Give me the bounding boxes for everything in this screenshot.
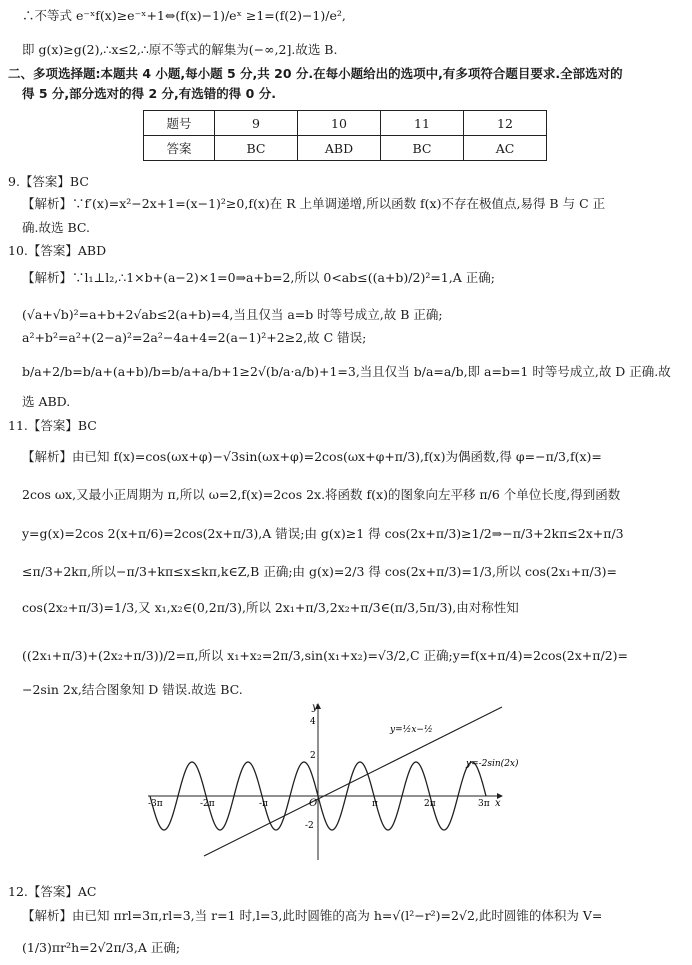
x-tick-label: -3π — [148, 799, 163, 809]
text-line: ≤π/3+2kπ,所以−π/3+kπ≤x≤kπ,k∈Z,B 正确;由 g(x)=2/3 得 cos(2x+π/3)=1/3,所以 cos(2x₁+π/3)= — [22, 564, 617, 579]
table-cell: 12 — [464, 111, 547, 136]
x-tick-label: 3π — [478, 799, 490, 809]
y-tick-label: 2 — [310, 751, 316, 761]
x-axis-label: x — [495, 798, 501, 809]
x-tick-label: π — [372, 799, 378, 809]
text-line: 即 g(x)≥g(2),∴x≤2,∴原不等式的解集为(−∞,2].故选 B. — [22, 42, 338, 57]
x-tick-label: 2π — [424, 799, 436, 809]
answer-table — [143, 110, 547, 161]
origin-label: O — [309, 798, 318, 809]
text-line: ∴不等式 e⁻ˣf(x)≥e⁻ˣ+1⇔(f(x)−1)/eˣ ≥1=(f(2)−1)/e², — [22, 8, 346, 23]
text-line: 【解析】由已知 πrl=3π,rl=3,当 r=1 时,l=3,此时圆锥的高为 h=√(l²−r²)=2√2,此时圆锥的体积为 V= — [22, 908, 603, 923]
table-cell: 9 — [215, 111, 298, 136]
answer-heading: 10.【答案】ABD — [8, 243, 107, 258]
x-tick-label: -2π — [200, 799, 215, 809]
text-line: 【解析】∵l₁⊥l₂,∴1×b+(a−2)×1=0⇒a+b=2,所以 0<ab≤((a+b)/2)²=1,A 正确; — [22, 270, 495, 285]
text-line: a²+b²=a²+(2−a)²=2a²−4a+4=2(a−1)²+2≥2,故 C 错误; — [22, 330, 367, 345]
text-line: −2sin 2x,结合图象知 D 错误.故选 BC. — [22, 682, 243, 697]
table-row — [144, 136, 547, 161]
table-cell: AC — [464, 136, 547, 161]
table-row — [144, 111, 547, 136]
text-line: y=g(x)=2cos 2(x+π/6)=2cos(2x+π/3),A 错误;由 g(x)≥1 得 cos(2x+π/3)≥1/2⇒−π/3+2kπ≤2x+π/3 — [22, 526, 624, 541]
table-cell: BC — [215, 136, 298, 161]
table-header-label: 题号 — [144, 111, 215, 136]
answer-heading: 9.【答案】BC — [8, 174, 89, 189]
section-heading: 二、多项选择题:本题共 4 小题,每小题 5 分,共 20 分.在每小题给出的选项中,有多项符合题目要求.全部选对的 — [8, 66, 623, 81]
curve-label: y=-2sin(2x) — [466, 759, 519, 769]
linear-function-line — [204, 707, 502, 856]
table-answer-label: 答案 — [144, 136, 215, 161]
table-cell: BC — [381, 136, 464, 161]
text-line: 2cos ωx,又最小正周期为 π,所以 ω=2,f(x)=2cos 2x.将函数 f(x)的图象向左平移 π/6 个单位长度,得到函数 — [22, 487, 621, 502]
text-line: 【解析】∵f′(x)=x²−2x+1=(x−1)²≥0,f(x)在 R 上单调递增,所以函数 f(x)不存在极值点,易得 B 与 C 正 — [22, 196, 606, 211]
text-line: (1/3)πr²h=2√2π/3,A 正确; — [22, 940, 181, 955]
text-line: ((2x₁+π/3)+(2x₂+π/3))/2=π,所以 x₁+x₂=2π/3,sin(x₁+x₂)=√3/2,C 正确;y=f(x+π/4)=2cos(2x+π/2)= — [22, 648, 628, 663]
text-line: 确.故选 BC. — [22, 220, 90, 235]
text-line: (√a+√b)²=a+b+2√ab≤2(a+b)=4,当且仅当 a=b 时等号成立,故 B 正确; — [22, 307, 443, 322]
answer-heading: 11.【答案】BC — [8, 418, 97, 433]
x-tick-label: -π — [259, 799, 268, 809]
y-tick-label: 4 — [310, 717, 316, 727]
table-cell: ABD — [298, 136, 381, 161]
function-graph — [140, 700, 519, 862]
y-axis-label: y — [312, 702, 318, 713]
line-label: y=½x−½ — [390, 725, 433, 735]
answer-heading: 12.【答案】AC — [8, 884, 97, 899]
text-line: cos(2x₂+π/3)=1/3,又 x₁,x₂∈(0,2π/3),所以 2x₁+π/3,2x₂+π/3∈(π/3,5π/3),由对称性知 — [22, 600, 519, 615]
table-cell: 11 — [381, 111, 464, 136]
table-cell: 10 — [298, 111, 381, 136]
y-tick-label: -2 — [305, 821, 314, 831]
text-line: 【解析】由已知 f(x)=cos(ωx+φ)−√3sin(ωx+φ)=2cos(ωx+φ+π/3),f(x)为偶函数,得 φ=−π/3,f(x)= — [22, 449, 602, 464]
text-line: 选 ABD. — [22, 394, 71, 409]
text-line: b/a+2/b=b/a+(a+b)/b=b/a+a/b+1≥2√(b/a·a/b)+1=3,当且仅当 b/a=a/b,即 a=b=1 时等号成立,故 D 正确.故 — [22, 364, 671, 379]
section-heading: 得 5 分,部分选对的得 2 分,有选错的得 0 分. — [22, 86, 276, 101]
